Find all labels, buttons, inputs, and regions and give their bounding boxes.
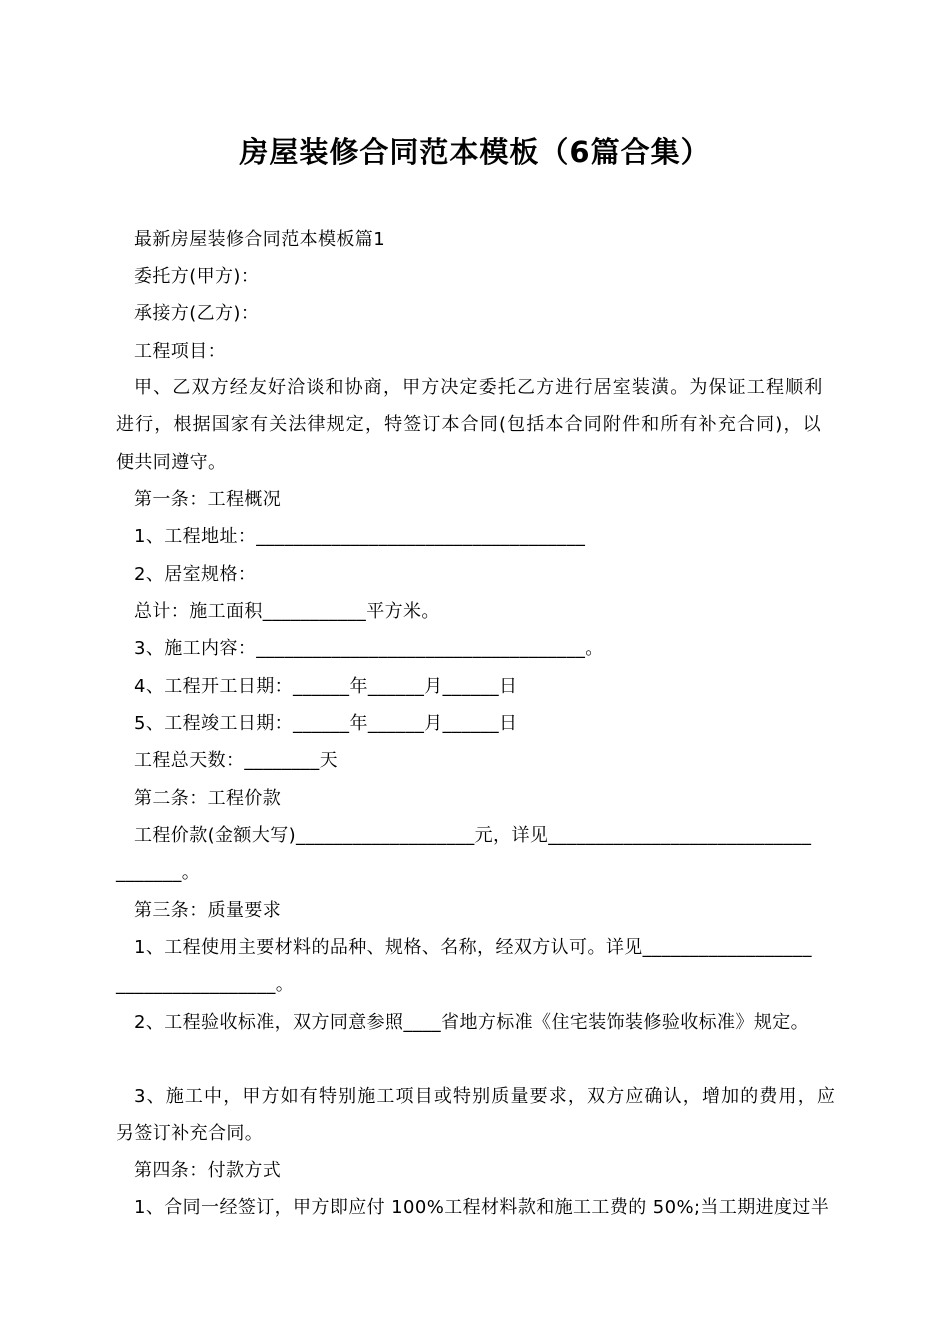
area-line: 总计：施工面积___________平方米。 [134, 601, 440, 622]
project-line: 工程项目： [134, 341, 226, 362]
start-date-line: 4、工程开工日期：______年______月______日 [134, 676, 518, 697]
article-4-heading: 第四条：付款方式 [134, 1160, 282, 1181]
total-days-line: 工程总天数：________天 [134, 750, 338, 771]
special-items-line-1: 3、施工中，甲方如有特别施工项目或特别质量要求，双方应确认，增加的费用，应 [134, 1086, 836, 1107]
document-title: 房屋装修合同范本模板（6篇合集） [239, 135, 711, 169]
special-items-line-2: 另签订补充合同。 [116, 1123, 264, 1144]
acceptance-line: 2、工程验收标准，双方同意参照____省地方标准《住宅装饰装修验收标准》规定。 [134, 1012, 810, 1033]
room-spec-line: 2、居室规格： [134, 564, 257, 585]
article-2-heading: 第二条：工程价款 [134, 788, 282, 809]
preamble-line-3: 便共同遵守。 [116, 452, 227, 473]
payment-line-1: 1、合同一经签订，甲方即应付 100%工程材料款和施工工费的 50%;当工期进度过半 [134, 1197, 830, 1218]
materials-line-1: 1、工程使用主要材料的品种、规格、名称，经双方认可。详见__________________ [134, 937, 812, 958]
price-line-1: 工程价款(金额大写)___________________元，详见____________________________ [134, 825, 812, 846]
materials-line-2: _________________。 [116, 974, 295, 995]
article-1-heading: 第一条：工程概况 [134, 489, 282, 510]
address-line: 1、工程地址：___________________________________ [134, 526, 586, 547]
price-line-2: _______。 [116, 862, 201, 883]
content-line: 3、施工内容：___________________________________。 [134, 638, 604, 659]
article-3-heading: 第三条：质量要求 [134, 900, 282, 921]
preamble-line-2: 进行，根据国家有关法律规定，特签订本合同(包括本合同附件和所有补充合同)，以 [116, 414, 822, 435]
preamble-line-1: 甲、乙双方经友好洽谈和协商，甲方决定委托乙方进行居室装潢。为保证工程顺利 [134, 377, 824, 398]
party-a-line: 委托方(甲方)： [134, 266, 260, 287]
section-heading-1: 最新房屋装修合同范本模板篇1 [134, 229, 386, 250]
party-b-line: 承接方(乙方)： [134, 303, 260, 324]
end-date-line: 5、工程竣工日期：______年______月______日 [134, 713, 518, 734]
